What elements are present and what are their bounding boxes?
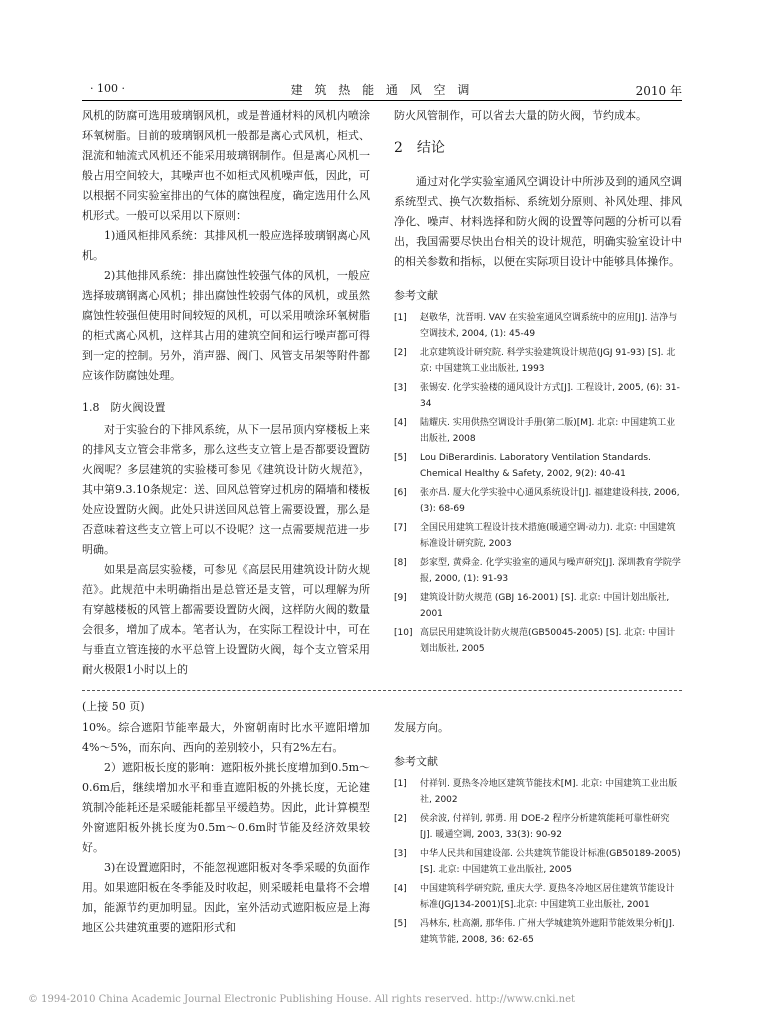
- reference-text: 侯余波, 付祥钊, 郭勇. 用 DOE-2 程序分析建筑能耗可靠性研究[J]. 暖通空调, 2003, 33(3): 90-92: [420, 814, 670, 840]
- reference-text: 张锡安. 化学实验楼的通风设计方式[J]. 工程设计, 2005, (6): 31-34: [420, 383, 680, 409]
- reference-item: [394, 415, 682, 447]
- reference-item: [394, 555, 682, 587]
- reference-text: 中华人民共和国建设部. 公共建筑节能设计标准(GB50189-2005)[S]. 北京: 中国建筑工业出版社, 2005: [420, 849, 681, 875]
- reference-item: [394, 590, 682, 622]
- reference-number: [4]: [394, 418, 407, 428]
- reference-number: [2]: [394, 348, 407, 358]
- page-number: · 100 ·: [90, 82, 125, 95]
- section-divider: [82, 690, 682, 691]
- reference-number: [2]: [394, 814, 407, 824]
- reference-number: [10]: [394, 628, 413, 638]
- reference-text: 彭家型, 黄舜金. 化学实验室的通风与噪声研究[J]. 深圳教育学院学报, 2000, (1): 91-93: [420, 558, 681, 584]
- reference-list: [394, 776, 682, 948]
- body-paragraph: 对于实验台的下排风系统，从下一层吊顶内穿楼板上来的排风支立管会非常多，那么这些支立管上是否都要设置防火阀呢？多层建筑的实验楼可参见《建筑设计防火规范》，其中第9.3.10条规定：送、回风总管穿过机房的隔墙和楼板处应设置防火阀。此处只讲送回风总管上需要设置，那么是否意味着这些支立管上可以不设呢？这一点需要规范进一步明确。: [82, 423, 370, 556]
- reference-number: [4]: [394, 884, 407, 894]
- reference-item: [394, 881, 682, 913]
- reference-text: 中国建筑科学研究院, 重庆大学. 夏热冬冷地区居住建筑节能设计标准(JGJ134-2001)[S].北京: 中国建筑工业出版社, 2001: [420, 884, 675, 910]
- reference-text: 北京建筑设计研究院. 科学实验建筑设计规范(JGJ 91-93) [S]. 北京: 中国建筑工业出版社, 1993: [420, 348, 676, 374]
- reference-text: 建筑设计防火规范 (GBJ 16-2001) [S]. 北京: 中国计划出版社, 2001: [420, 593, 670, 619]
- reference-number: [9]: [394, 593, 407, 603]
- lower-right-column: [394, 718, 682, 951]
- reference-item: [394, 625, 682, 657]
- reference-item: [394, 310, 682, 342]
- body-paragraph: 1)通风柜排风系统：其排风机一般应选择玻璃钢离心风机。: [82, 229, 370, 262]
- journal-title: 建 筑 热 能 通 风 空 调: [290, 83, 474, 97]
- references-title: 参考文献: [394, 755, 438, 768]
- reference-number: [3]: [394, 849, 407, 859]
- reference-text: 高层民用建筑设计防火规范(GB50045-2005) [S]. 北京: 中国计划出版社, 2005: [420, 628, 676, 654]
- reference-text: 张亦昌. 厦大化学实验中心通风系统设计[J]. 福建建设科技, 2006, (3): 68-69: [420, 488, 680, 514]
- reference-number: [3]: [394, 383, 407, 393]
- body-paragraph: 10%。综合遮阳节能率最大，外窗朝南时比水平遮阳增加4%～5%，而东向、西向的差别较小，只有2%左右。: [82, 721, 370, 754]
- running-header: [82, 80, 682, 101]
- reference-item: [394, 485, 682, 517]
- body-paragraph: 发展方向。: [394, 721, 449, 734]
- body-paragraph: 2）遮阳板长度的影响：遮阳板外挑长度增加到0.5m～0.6m后，继续增加水平和垂直遮阳板的外挑长度，无论建筑制冷能耗还是采暖能耗都呈平缓趋势。因此，此计算模型外窗遮阳板外挑长度为0.5m～0.6m时节能及经济效果较好。: [82, 761, 370, 854]
- copyright-footer: © 1994-2010 China Academic Journal Electronic Publishing House. All rights reserved. http://www.cnki.net: [28, 994, 576, 1005]
- reference-item: [394, 846, 682, 878]
- body-paragraph: 防火风管制作，可以省去大量的防火阀，节约成本。: [394, 109, 647, 122]
- body-paragraph: 2)其他排风系统：排出腐蚀性较强气体的风机，一般应选择玻璃钢离心风机；排出腐蚀性较弱气体的风机，或虽然腐蚀性较强但使用时间较短的风机，可以采用喷涂环氧树脂的柜式离心风机，这样其占用的建筑空间和运行噪声都可得到一定的控制。另外，消声器、阀门、风管支吊架等附件都应该作防腐蚀处理。: [82, 269, 370, 382]
- reference-number: [7]: [394, 523, 407, 533]
- reference-text: 全国民用建筑工程设计技术措施(暖通空调·动力). 北京: 中国建筑标准设计研究院, 2003: [420, 523, 676, 549]
- body-paragraph: 如果是高层实验楼，可参见《高层民用建筑设计防火规范》。此规范中未明确指出是总管还是支管，可以理解为所有穿越楼板的风管上都需要设置防火阀，这样防火阀的数量会很多，增加了成本。笔者认为，在实际工程设计中，可在与垂直立管连接的水平总管上设置防火阀，每个支立管采用耐火极限1小时以上的: [82, 563, 370, 676]
- reference-item: [394, 811, 682, 843]
- upper-right-column: [394, 106, 682, 660]
- reference-text: 陆耀庆. 实用供热空调设计手册(第二版)[M]. 北京: 中国建筑工业出版社, 2008: [420, 418, 676, 444]
- reference-number: [5]: [394, 919, 407, 929]
- reference-text: 冯林东, 杜高潮, 那华伟. 广州大学城建筑外遮阳节能效果分析[J]. 建筑节能, 2008, 36: 62-65: [420, 919, 675, 945]
- reference-item: [394, 450, 682, 482]
- issue-year: 2010 年: [635, 84, 682, 98]
- reference-item: [394, 520, 682, 552]
- reference-text: Lou DiBerardinis. Laboratory Ventilation Standards. Chemical Healthy & Safety, 2002, 9(2): 40-41: [420, 453, 651, 479]
- reference-number: [1]: [394, 779, 407, 789]
- reference-number: [5]: [394, 453, 407, 463]
- conclusion-paragraph: 通过对化学实验室通风空调设计中所涉及到的通风空调系统型式、换气次数指标、系统划分原则、补风处理、排风净化、噪声、材料选择和防火阀的设置等问题的分析可以看出，我国需要尽快出台相关的设计规范，明确实验室设计中的相关参数和指标，以便在实际项目设计中能够具体操作。: [394, 175, 682, 268]
- body-paragraph: 3)在设置遮阳时，不能忽视遮阳板对冬季采暖的负面作用。如果遮阳板在冬季能及时收起，则采暖耗电量将不会增加，能源节约更加明显。因此，室外活动式遮阳板应是上海地区公共建筑重要的遮阳形式和: [82, 861, 370, 934]
- reference-item: [394, 380, 682, 412]
- section-title: 2 结论: [394, 140, 445, 156]
- lower-left-column: [82, 718, 370, 938]
- reference-number: [6]: [394, 488, 407, 498]
- body-paragraph: 风机的防腐可选用玻璃钢风机，或是普通材料的风机内喷涂环氧树脂。目前的玻璃钢风机一般都是离心式风机，柜式、混流和轴流式风机还不能采用玻璃钢制作。但是离心风机一般占用空间较大，其噪声也不如柜式风机噪声低，因此，可以根据不同实验室排出的气体的腐蚀程度，确定选用什么风机形式。一般可以采用以下原则：: [82, 109, 370, 222]
- continued-label: (上接 50 页): [82, 700, 145, 713]
- reference-item: [394, 916, 682, 948]
- reference-list: [394, 310, 682, 657]
- reference-text: 付祥钊. 夏热冬冷地区建筑节能技术[M]. 北京: 中国建筑工业出版社, 2002: [420, 779, 678, 805]
- reference-number: [8]: [394, 558, 407, 568]
- reference-item: [394, 345, 682, 377]
- reference-number: [1]: [394, 313, 407, 323]
- upper-left-column: [82, 106, 370, 680]
- references-title: 参考文献: [394, 289, 438, 302]
- subsection-title: 1.8 防火阀设置: [82, 401, 166, 414]
- reference-item: [394, 776, 682, 808]
- reference-text: 赵敬华，沈晋明. VAV 在实验室通风空调系统中的应用[J]. 洁净与空调技术, 2004, (1): 45-49: [420, 313, 678, 339]
